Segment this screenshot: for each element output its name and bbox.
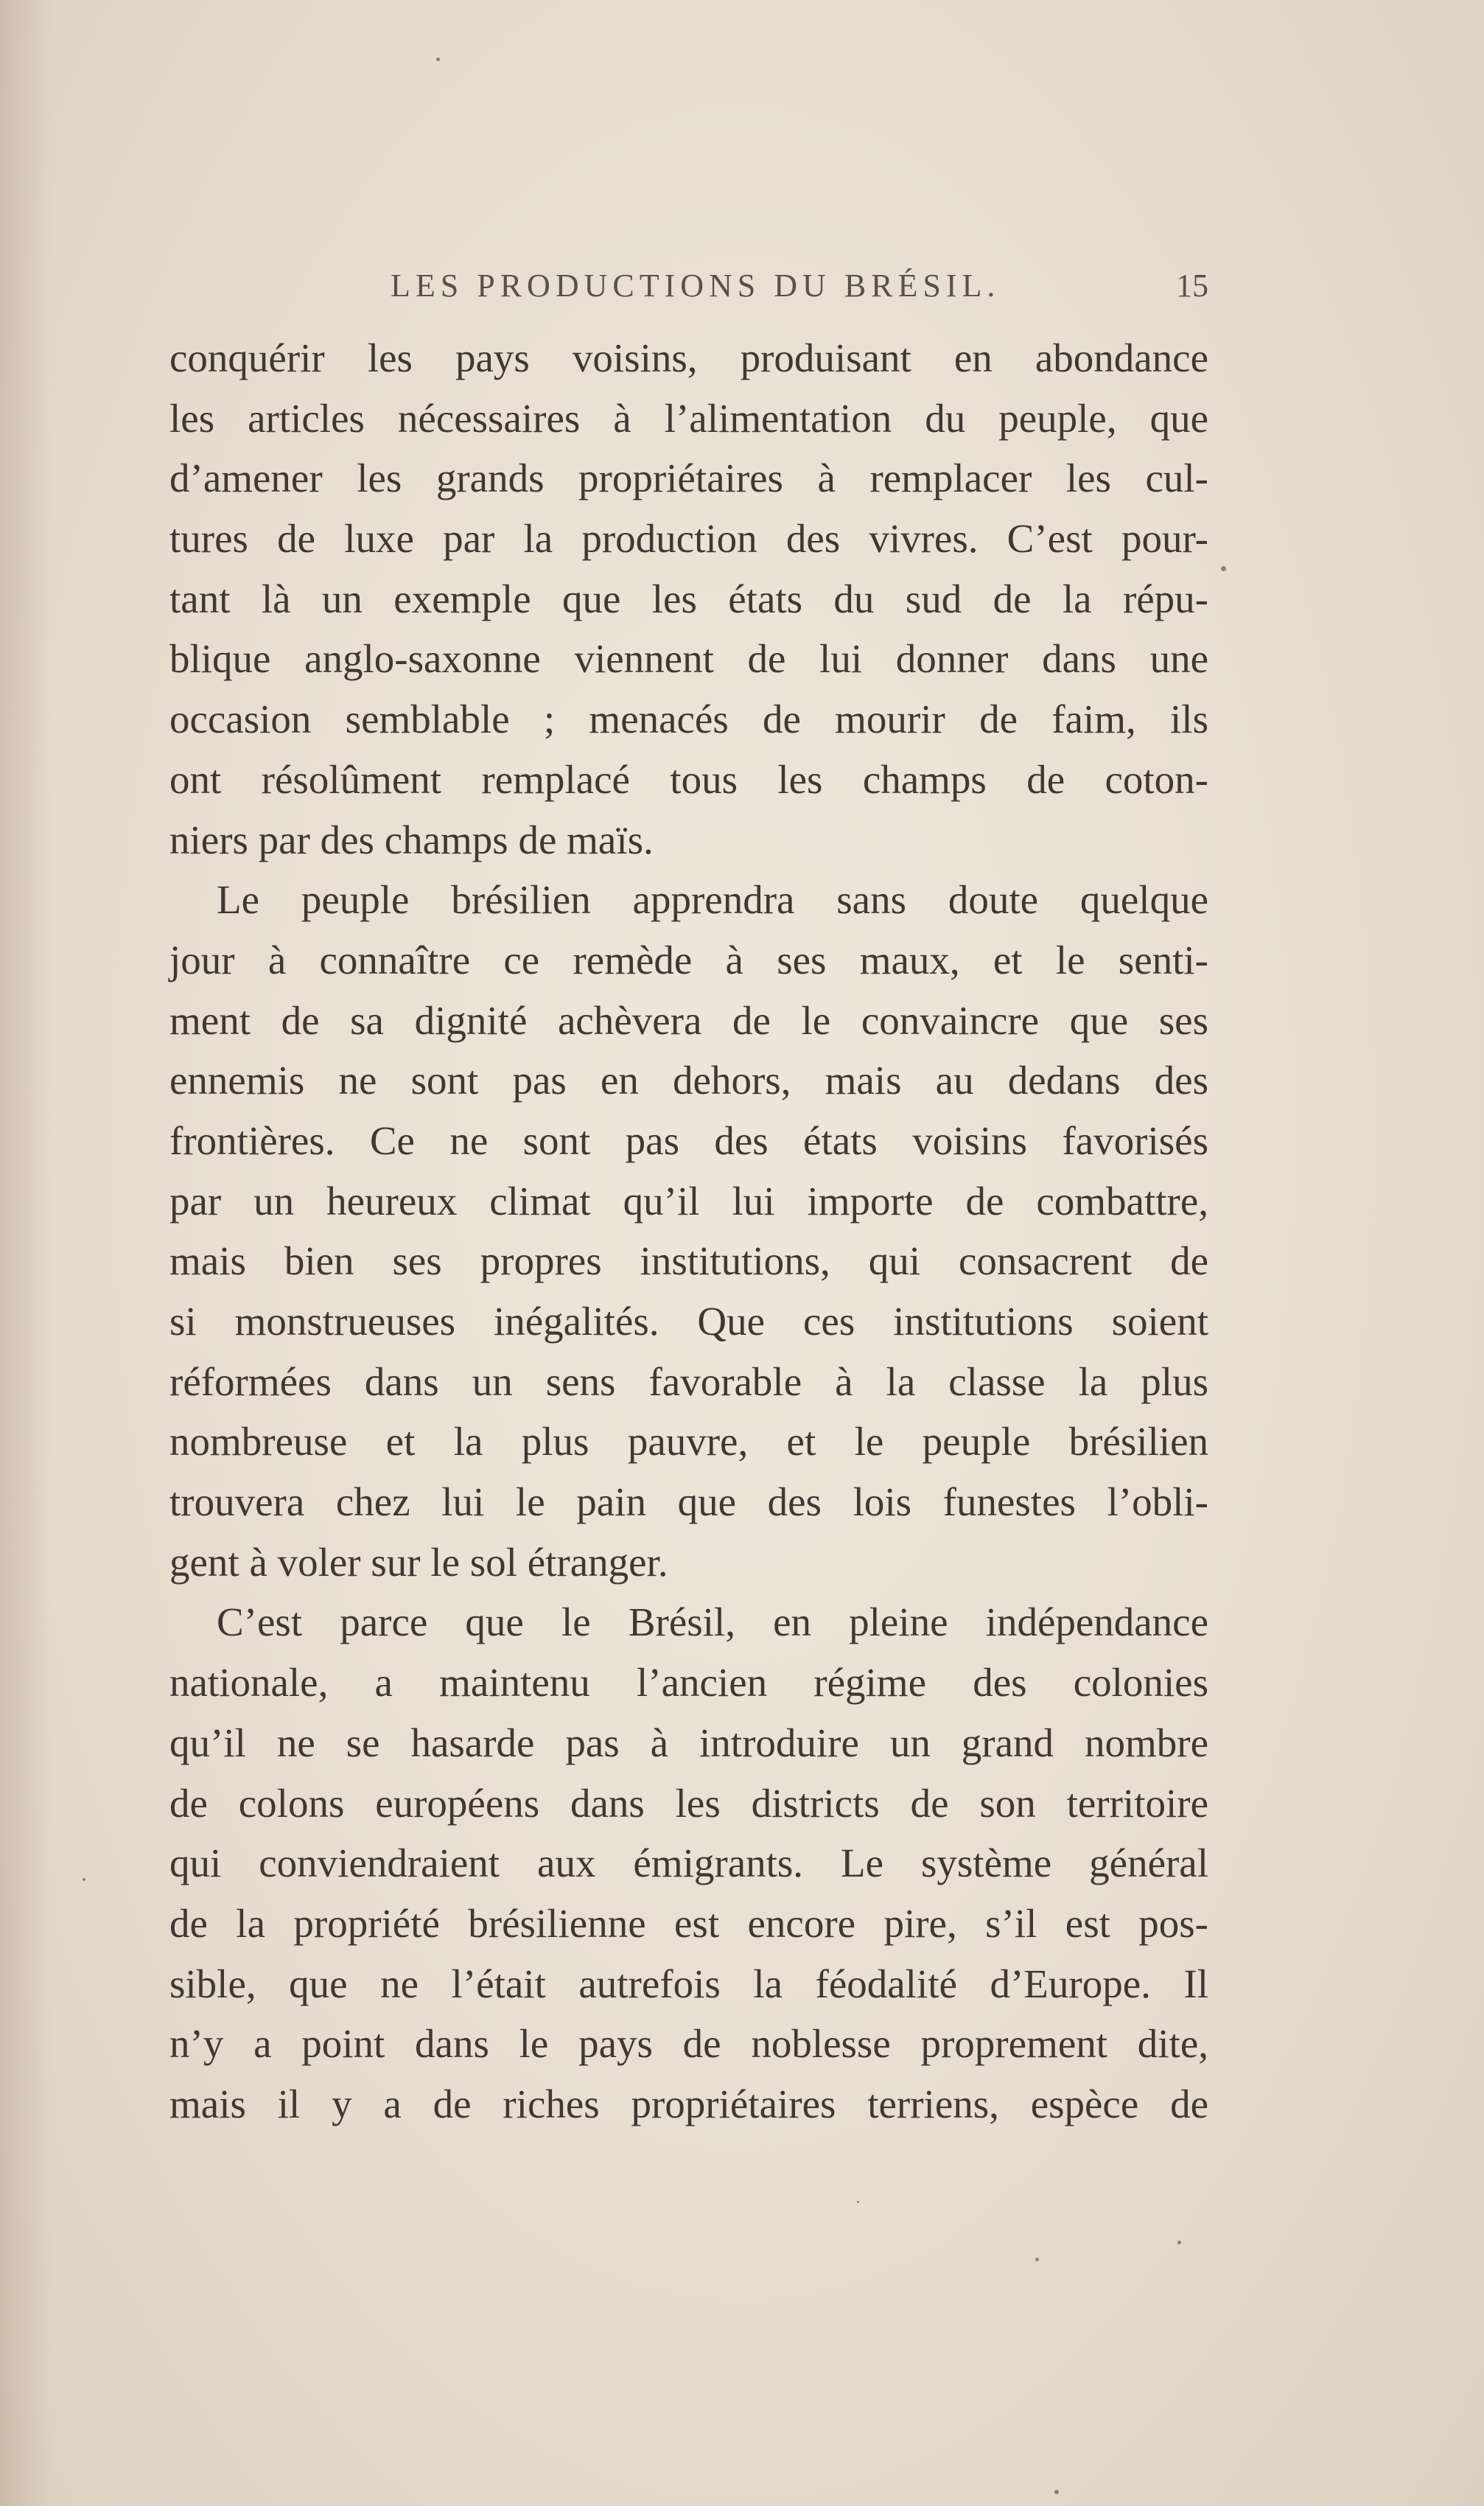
text-line: conquérir les pays voisins, produisant en abondance [169,335,1208,380]
text-line: trouvera chez lui le pain que des lois funestes l’obli- [169,1479,1208,1525]
text-line: par un heureux climat qu’il lui importe de combattre, [169,1178,1208,1224]
text-line: réformées dans un sens favorable à la classe la plus [169,1358,1208,1404]
paper-speck [1177,2241,1181,2244]
paper-speck [436,57,440,61]
text-line: C’est parce que le Brésil, en pleine indépendance [217,1599,1208,1645]
text-line: qu’il ne se hasarde pas à introduire un grand nombre [169,1720,1208,1765]
text-line: n’y a point dans le pays de noblesse proprement dite, [169,2021,1208,2067]
text-line: si monstrueuses inégalités. Que ces institutions soient [169,1299,1208,1344]
text-line: tures de luxe par la production des vivres. C’est pour- [169,516,1208,562]
text-line: gent à voler sur le sol étranger. [169,1539,668,1585]
text-line: de la propriété brésilienne est encore pire, s’il est pos- [169,1900,1208,1946]
paper-speck [1221,566,1226,571]
text-line: jour à connaître ce remède à ses maux, et le senti- [169,937,1208,982]
text-line: frontières. Ce ne sont pas des états voisins favorisés [169,1117,1208,1163]
text-line: d’amener les grands propriétaires à remplacer les cul- [169,456,1208,501]
text-line: Le peuple brésilien apprendra sans doute quelque [217,877,1208,923]
paper-speck [83,1878,85,1881]
running-head [169,267,1208,311]
text-line: qui conviendraient aux émigrants. Le système général [169,1840,1208,1886]
running-title: LES PRODUCTIONS DU BRÉSIL. [391,268,1001,304]
text-line: nombreuse et la plus pauvre, et le peuple brésilien [169,1419,1208,1465]
text-line: sible, que ne l’était autrefois la féodalité d’Europe. Il [169,1961,1208,2006]
page-number: 15 [1176,268,1208,304]
paper-speck [1054,2490,1059,2494]
text-line: niers par des champs de maïs. [169,817,654,862]
text-line: ennemis ne sont pas en dehors, mais au dedans des [169,1058,1208,1103]
text-line: ment de sa dignité achèvera de le convaincre que ses [169,997,1208,1043]
text-line: occasion semblable ; menacés de mourir de faim, ils [169,697,1208,742]
text-line: mais il y a de riches propriétaires terriens, espèce de [169,2081,1208,2126]
body-text [169,328,1208,2135]
text-line: mais bien ses propres institutions, qui consacrent de [169,1238,1208,1284]
text-line: tant là un exemple que les états du sud de la répu- [169,576,1208,621]
text-line: ont résolûment remplacé tous les champs de coton- [169,756,1208,802]
page-gutter-shadow [0,0,52,2506]
text-line: blique anglo-saxonne viennent de lui donner dans une [169,636,1208,682]
paper-speck [857,2201,859,2203]
text-line: de colons européens dans les districts de son territoire [169,1780,1208,1826]
text-line: nationale, a maintenu l’ancien régime des colonies [169,1660,1208,1706]
text-line: les articles nécessaires à l’alimentation du peuple, que [169,395,1208,441]
paper-speck [1035,2258,1039,2261]
